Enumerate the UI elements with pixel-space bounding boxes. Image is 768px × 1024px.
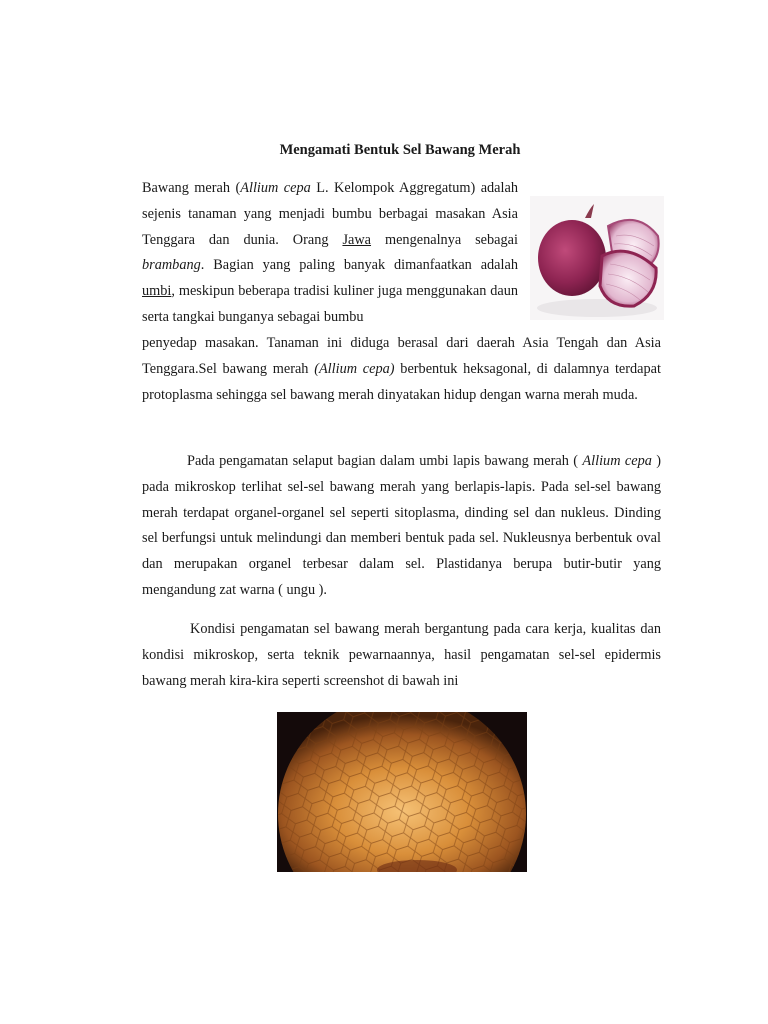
text: mengenalnya sebagai — [371, 231, 518, 248]
text: Kondisi pengamatan sel bawang merah bergantung pada cara kerja, kualitas dan kondisi mikroskop, serta teknik pewarnaannya, hasil pengamatan sel-sel epidermis bawang merah kira-kira seperti screenshot di bawah ini — [142, 621, 661, 689]
onion-image — [530, 196, 664, 320]
text: , meskipun beberapa tradisi kuliner juga menggunakan daun serta tangkai bunganya sebagai bumbu — [142, 283, 518, 325]
scientific-name: Allium cepa — [240, 180, 311, 196]
local-name: brambang — [142, 257, 201, 274]
text: penyedap masakan. Tanaman ini diduga berasal dari daerah Asia Tengah dan Asia Tenggara.Sel bawang merah — [142, 335, 661, 377]
text: L. Kelompok Aggregatum) adalah sejenis tanaman yang menjadi bumbu berbagai masakan Asia Tenggara dan dunia. Orang — [142, 180, 518, 248]
text: Bawang merah ( — [142, 180, 241, 196]
link-jawa[interactable]: Jawa — [342, 231, 372, 248]
microscope-view-icon — [277, 712, 527, 872]
text: ) pada mikroskop terlihat sel-sel bawang merah yang berlapis-lapis. Pada sel-sel bawang merah terdapat organel-organel sel seperti sitoplasma, dinding sel dan nukleus. Dinding sel berfungsi untuk melindungi dan memberi bentuk pada sel. Nukleusnya berbentuk oval dan merupakan organel terbesar dalam sel. Plastidanya berupa butir-butir yang mengandung zat warna ( ungu ). — [142, 453, 662, 598]
microscope-image — [277, 712, 527, 872]
paragraph-intro — [142, 176, 518, 331]
paragraph-conditions — [142, 617, 661, 694]
text: Pada pengamatan selaput bagian dalam umbi lapis bawang merah ( — [187, 453, 583, 469]
red-onion-icon — [530, 196, 664, 320]
text: berbentuk heksagonal, di dalamnya terdapat protoplasma sehingga sel bawang merah dinyatakan hidup dengan warna merah muda. — [142, 360, 661, 403]
document-title: Mengamati Bentuk Sel Bawang Merah — [279, 142, 521, 158]
link-umbi[interactable]: umbi — [142, 283, 172, 300]
paragraph-observation — [142, 449, 661, 604]
text: . Bagian yang paling banyak dimanfaatkan adalah — [200, 257, 518, 274]
scientific-name: Allium cepa — [582, 453, 652, 469]
paragraph-intro-continued — [142, 331, 661, 408]
scientific-name: (Allium cepa) — [314, 360, 395, 377]
